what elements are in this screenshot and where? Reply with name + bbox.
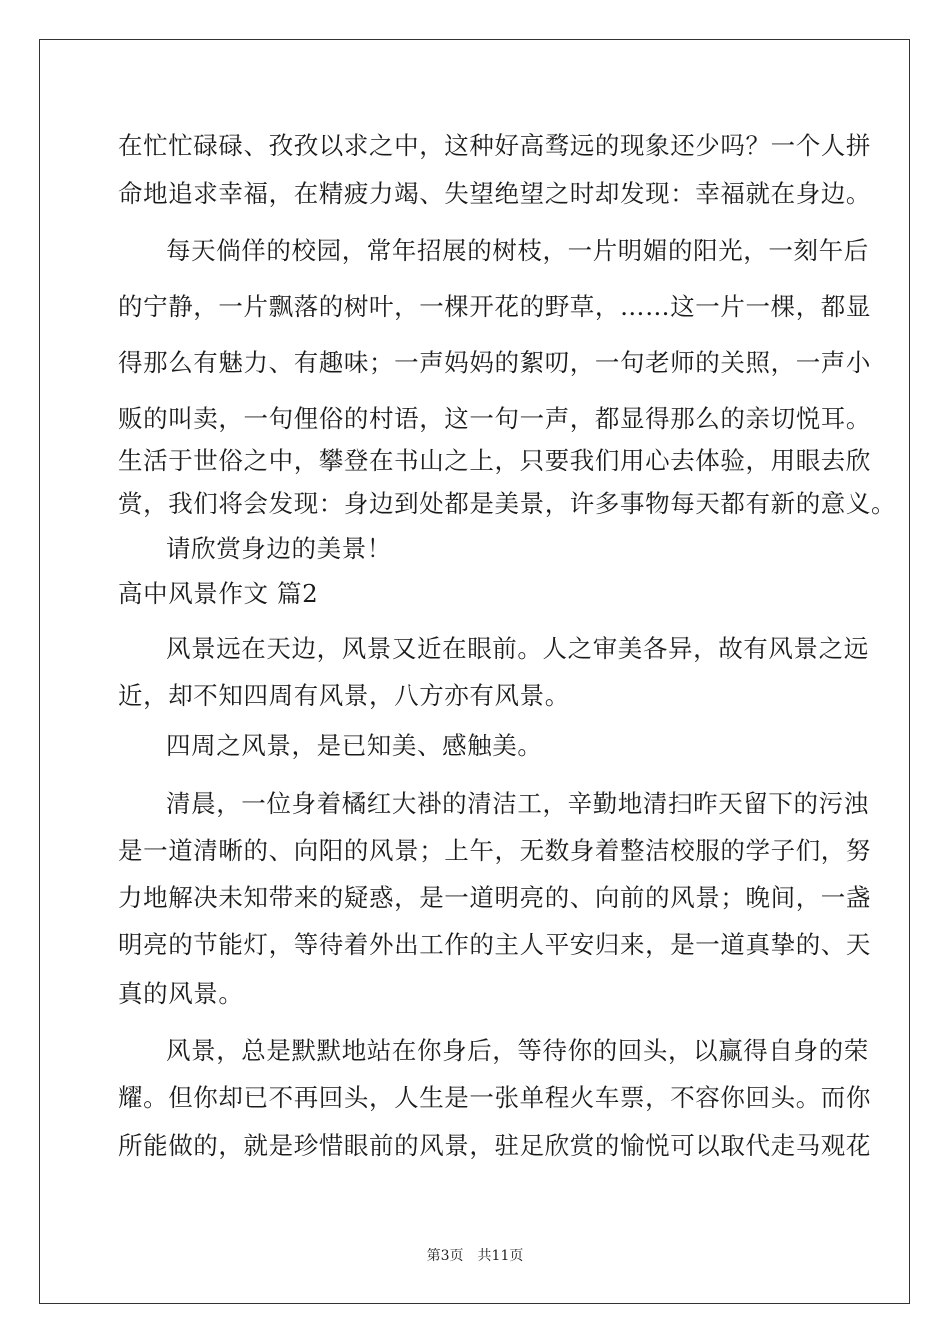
page-footer: [0, 1245, 950, 1265]
page-total: 共11页: [477, 1248, 524, 1264]
text-line: 每天倘佯的校园，常年招展的树枝，一片明媚的阳光，一刻午后: [166, 236, 869, 265]
text-line: 生活于世俗之中，攀登在书山之上，只要我们用心去体验，用眼去欣: [118, 446, 871, 475]
text-line: 清晨，一位身着橘红大褂的清洁工，辛勤地清扫昨天留下的污浊: [166, 789, 869, 818]
text-line: 真的风景。: [118, 979, 244, 1008]
text-line: 得那么有魅力、有趣味；一声妈妈的絮叨，一句老师的关照，一声小: [118, 348, 871, 377]
text-line: 风景远在天边，风景又近在眼前。人之审美各异，故有风景之远: [166, 634, 869, 663]
text-line: 请欣赏身边的美景！: [166, 534, 392, 563]
page-number: 第3页: [426, 1248, 464, 1264]
section-heading: 高中风景作文 篇2: [118, 579, 319, 608]
text-line: 所能做的，就是珍惜眼前的风景，驻足欣赏的愉悦可以取代走马观花: [118, 1131, 871, 1160]
text-line: 是一道清晰的、向阳的风景；上午，无数身着整洁校服的学子们，努: [118, 836, 871, 865]
text-line: 耀。但你却已不再回头，人生是一张单程火车票，不容你回头。而你: [118, 1083, 871, 1112]
text-line: 四周之风景，是已知美、感触美。: [166, 731, 543, 760]
text-line: 贩的叫卖，一句俚俗的村语，这一句一声，都显得那么的亲切悦耳。: [118, 404, 871, 433]
text-line: 的宁静，一片飘落的树叶，一棵开花的野草，……这一片一棵，都显: [118, 292, 871, 321]
text-line: 赏，我们将会发现：身边到处都是美景，许多事物每天都有新的意义。: [118, 489, 897, 518]
text-line: 明亮的节能灯，等待着外出工作的主人平安归来，是一道真挚的、天: [118, 930, 871, 959]
text-line: 命地追求幸福，在精疲力竭、失望绝望之时却发现：幸福就在身边。: [118, 179, 871, 208]
text-line: 在忙忙碌碌、孜孜以求之中，这种好高骛远的现象还少吗？一个人拼: [118, 131, 871, 160]
text-line: 风景，总是默默地站在你身后，等待你的回头，以赢得自身的荣: [166, 1036, 869, 1065]
text-line: 力地解决未知带来的疑惑，是一道明亮的、向前的风景；晚间，一盏: [118, 883, 871, 912]
text-line: 近，却不知四周有风景，八方亦有风景。: [118, 681, 570, 710]
